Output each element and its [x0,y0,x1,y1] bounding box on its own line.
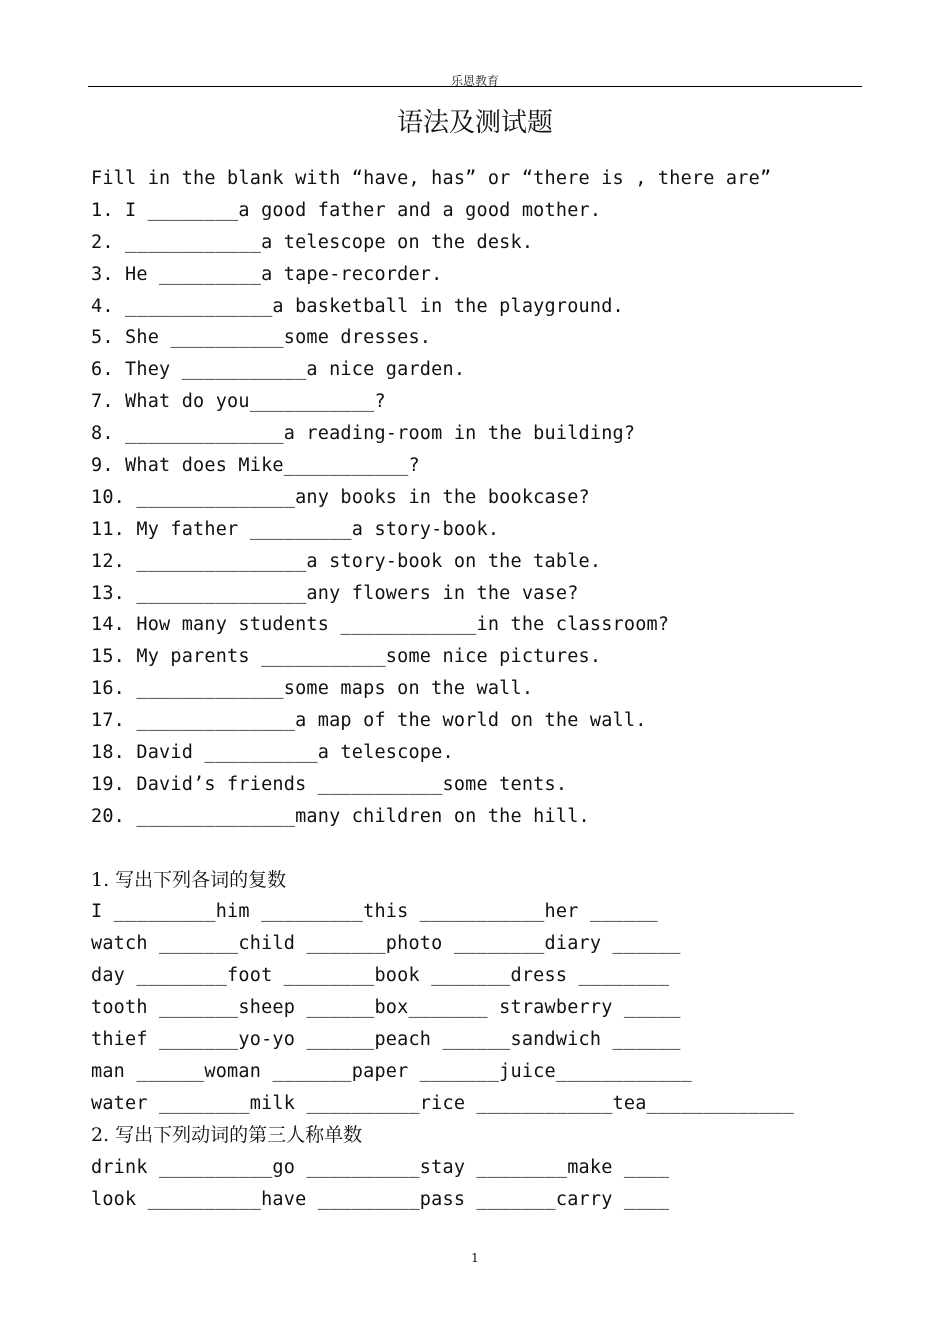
plural-row-5: thief _______yo-yo ______peach ______sandwich ______ [91,1029,681,1051]
plural-row-2: watch _______child _______photo ________diary ______ [91,933,681,955]
question-3: 3. He _________a tape-recorder. [91,263,443,285]
header-divider [88,86,862,87]
worksheet-body [91,163,891,1215]
question-19: 19. David’s friends ___________some tents. [91,773,568,795]
question-13: 13. _______________any flowers in the vase? [91,582,579,604]
plural-row-6: man ______woman _______paper _______juice____________ [91,1060,692,1082]
question-6: 6. They ___________a nice garden. [91,359,466,381]
question-11: 11. My father _________a story-book. [91,518,500,540]
question-2: 2. ____________a telescope on the desk. [91,231,534,253]
plural-section-heading: 1. 写出下列各词的复数 [91,868,287,891]
question-8: 8. ______________a reading-room in the building? [91,423,636,445]
question-20: 20. ______________many children on the hill. [91,805,590,827]
question-5: 5. She __________some dresses. [91,327,432,349]
plural-row-3: day ________foot ________book _______dress ________ [91,965,670,987]
plural-row-1: I _________him _________this ___________her ______ [91,901,658,923]
verb-row-1: drink __________go __________stay ________make ____ [91,1156,670,1178]
section-spacer [91,833,891,865]
verb-row-2: look __________have _________pass _______carry ____ [91,1188,670,1210]
verb-section-heading: 2. 写出下列动词的第三人称单数 [91,1123,363,1146]
plural-row-4: tooth _______sheep ______box_______ strawberry _____ [91,997,681,1019]
question-18: 18. David __________a telescope. [91,742,454,764]
question-16: 16. _____________some maps on the wall. [91,678,534,700]
question-10: 10. ______________any books in the bookcase? [91,486,590,508]
question-17: 17. ______________a map of the world on the wall. [91,710,647,732]
page-header: 乐恩教育 [450,74,499,88]
question-12: 12. _______________a story-book on the table. [91,550,602,572]
plural-row-7: water ________milk __________rice ____________tea_____________ [91,1092,794,1114]
question-7: 7. What do you___________? [91,391,386,413]
page-title: 语法及测试题 [396,108,553,138]
question-1: 1. I ________a good father and a good mother. [91,199,602,221]
instruction-text: Fill in the blank with “have, has” or “there is , there are” [91,168,772,189]
question-9: 9. What does Mike___________? [91,455,420,477]
question-14: 14. How many students ____________in the classroom? [91,614,670,636]
page-number: 1 [471,1251,479,1265]
question-15: 15. My parents ___________some nice pictures. [91,646,602,668]
question-4: 4. _____________a basketball in the playground. [91,295,624,317]
